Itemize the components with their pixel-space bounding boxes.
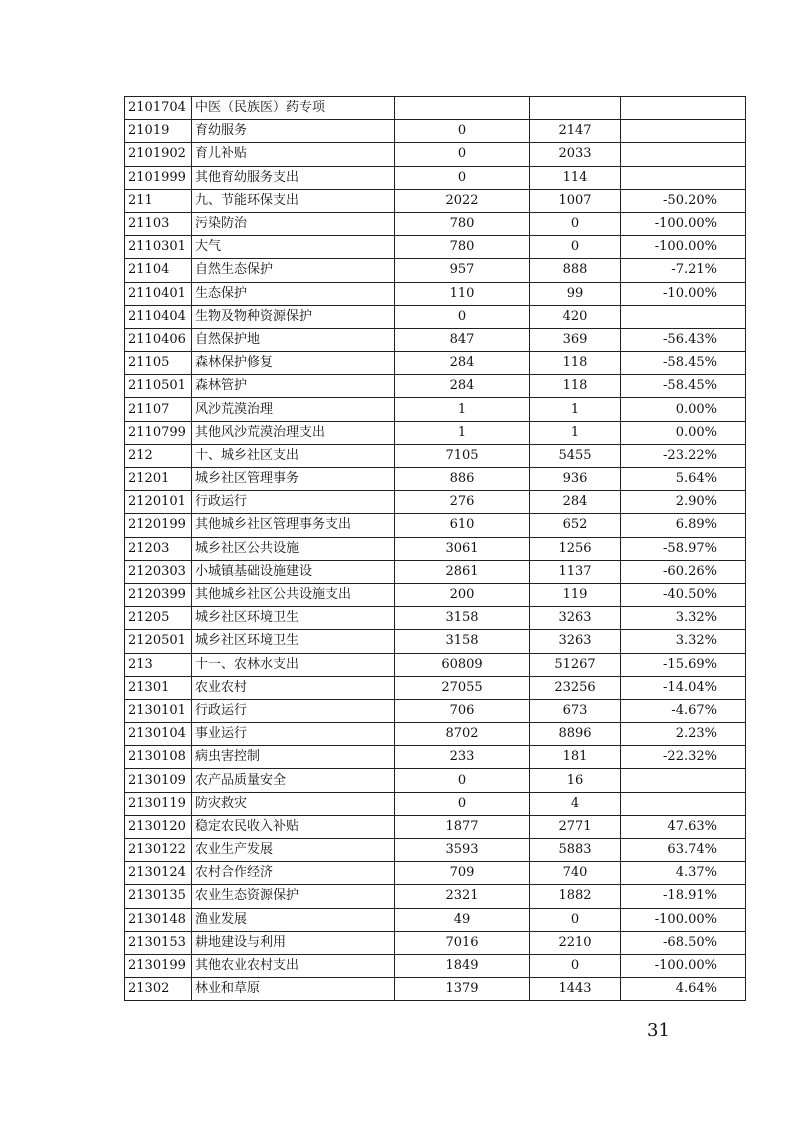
row-value-prev: 7105 bbox=[395, 444, 530, 467]
table-row bbox=[125, 166, 746, 189]
table-row bbox=[125, 699, 746, 722]
row-change-pct: 0.00% bbox=[621, 398, 746, 421]
row-name: 育幼服务 bbox=[192, 120, 395, 143]
row-value-curr: 51267 bbox=[530, 653, 621, 676]
table-row bbox=[125, 607, 746, 630]
row-code: 2110401 bbox=[125, 282, 192, 305]
row-code: 21302 bbox=[125, 978, 192, 1001]
row-code: 2130148 bbox=[125, 908, 192, 931]
table-row bbox=[125, 259, 746, 282]
row-code: 21205 bbox=[125, 607, 192, 630]
row-value-prev: 886 bbox=[395, 468, 530, 491]
row-code: 21301 bbox=[125, 676, 192, 699]
row-change-pct: -100.00% bbox=[621, 212, 746, 235]
row-name: 病虫害控制 bbox=[192, 746, 395, 769]
row-name: 其他城乡社区公共设施支出 bbox=[192, 583, 395, 606]
table-row bbox=[125, 375, 746, 398]
row-change-pct: -58.45% bbox=[621, 375, 746, 398]
row-name: 十一、农林水支出 bbox=[192, 653, 395, 676]
row-value-prev: 0 bbox=[395, 769, 530, 792]
row-name: 生物及物种资源保护 bbox=[192, 305, 395, 328]
table-row bbox=[125, 908, 746, 931]
row-code: 2120501 bbox=[125, 630, 192, 653]
row-change-pct: -100.00% bbox=[621, 954, 746, 977]
row-name: 农业农村 bbox=[192, 676, 395, 699]
row-value-curr: 2033 bbox=[530, 143, 621, 166]
row-name: 森林管护 bbox=[192, 375, 395, 398]
row-value-curr: 284 bbox=[530, 491, 621, 514]
row-value-prev: 49 bbox=[395, 908, 530, 931]
row-change-pct: 4.64% bbox=[621, 978, 746, 1001]
table-row bbox=[125, 398, 746, 421]
row-name: 森林保护修复 bbox=[192, 352, 395, 375]
table-row bbox=[125, 189, 746, 212]
row-change-pct bbox=[621, 305, 746, 328]
row-value-prev: 1877 bbox=[395, 815, 530, 838]
row-value-curr: 1256 bbox=[530, 537, 621, 560]
row-code: 2120199 bbox=[125, 514, 192, 537]
row-name: 生态保护 bbox=[192, 282, 395, 305]
table-row bbox=[125, 305, 746, 328]
row-value-curr: 181 bbox=[530, 746, 621, 769]
table-row bbox=[125, 746, 746, 769]
row-value-prev: 3158 bbox=[395, 630, 530, 653]
row-code: 2130153 bbox=[125, 931, 192, 954]
row-change-pct bbox=[621, 143, 746, 166]
table-row bbox=[125, 769, 746, 792]
table-row bbox=[125, 583, 746, 606]
row-value-curr: 0 bbox=[530, 212, 621, 235]
row-name: 农业生产发展 bbox=[192, 839, 395, 862]
row-change-pct bbox=[621, 769, 746, 792]
row-code: 2120303 bbox=[125, 560, 192, 583]
table-row bbox=[125, 630, 746, 653]
row-value-curr: 369 bbox=[530, 328, 621, 351]
table-row bbox=[125, 653, 746, 676]
row-name: 大气 bbox=[192, 236, 395, 259]
row-value-curr: 652 bbox=[530, 514, 621, 537]
row-value-curr: 99 bbox=[530, 282, 621, 305]
row-name: 其他育幼服务支出 bbox=[192, 166, 395, 189]
row-change-pct: -58.45% bbox=[621, 352, 746, 375]
row-code: 2130199 bbox=[125, 954, 192, 977]
row-value-curr: 16 bbox=[530, 769, 621, 792]
table-row bbox=[125, 514, 746, 537]
row-code: 21203 bbox=[125, 537, 192, 560]
row-code: 211 bbox=[125, 189, 192, 212]
row-change-pct: -58.97% bbox=[621, 537, 746, 560]
row-change-pct: -7.21% bbox=[621, 259, 746, 282]
table-row bbox=[125, 931, 746, 954]
row-value-prev: 957 bbox=[395, 259, 530, 282]
table-row bbox=[125, 491, 746, 514]
row-value-curr: 8896 bbox=[530, 723, 621, 746]
table-row bbox=[125, 352, 746, 375]
row-change-pct: -4.67% bbox=[621, 699, 746, 722]
row-change-pct: -40.50% bbox=[621, 583, 746, 606]
row-code: 2130122 bbox=[125, 839, 192, 862]
table-row bbox=[125, 468, 746, 491]
table-row bbox=[125, 97, 746, 120]
row-name: 城乡社区环境卫生 bbox=[192, 607, 395, 630]
row-code: 2110404 bbox=[125, 305, 192, 328]
row-name: 林业和草原 bbox=[192, 978, 395, 1001]
row-change-pct: 3.32% bbox=[621, 630, 746, 653]
row-code: 212 bbox=[125, 444, 192, 467]
row-name: 自然生态保护 bbox=[192, 259, 395, 282]
row-change-pct: -14.04% bbox=[621, 676, 746, 699]
table-row bbox=[125, 723, 746, 746]
row-value-curr: 5883 bbox=[530, 839, 621, 862]
row-name: 行政运行 bbox=[192, 699, 395, 722]
row-value-curr: 1137 bbox=[530, 560, 621, 583]
row-value-curr: 118 bbox=[530, 352, 621, 375]
row-change-pct: 2.90% bbox=[621, 491, 746, 514]
row-name: 农业生态资源保护 bbox=[192, 885, 395, 908]
table-row bbox=[125, 815, 746, 838]
table-row bbox=[125, 143, 746, 166]
row-name: 农产品质量安全 bbox=[192, 769, 395, 792]
row-value-curr: 2210 bbox=[530, 931, 621, 954]
row-code: 2130124 bbox=[125, 862, 192, 885]
row-code: 2110501 bbox=[125, 375, 192, 398]
row-code: 2110406 bbox=[125, 328, 192, 351]
row-name: 风沙荒漠治理 bbox=[192, 398, 395, 421]
table-row bbox=[125, 212, 746, 235]
row-name: 事业运行 bbox=[192, 723, 395, 746]
row-change-pct: 2.23% bbox=[621, 723, 746, 746]
table-row bbox=[125, 676, 746, 699]
table-row bbox=[125, 862, 746, 885]
row-change-pct: -15.69% bbox=[621, 653, 746, 676]
row-value-prev: 610 bbox=[395, 514, 530, 537]
row-value-prev: 233 bbox=[395, 746, 530, 769]
row-value-prev: 2022 bbox=[395, 189, 530, 212]
row-value-curr: 3263 bbox=[530, 630, 621, 653]
row-change-pct: -23.22% bbox=[621, 444, 746, 467]
table-body bbox=[125, 97, 746, 1001]
row-value-curr: 0 bbox=[530, 908, 621, 931]
row-code: 2110799 bbox=[125, 421, 192, 444]
row-change-pct: 3.32% bbox=[621, 607, 746, 630]
row-change-pct bbox=[621, 120, 746, 143]
row-change-pct: -22.32% bbox=[621, 746, 746, 769]
row-value-prev: 1849 bbox=[395, 954, 530, 977]
row-name: 行政运行 bbox=[192, 491, 395, 514]
row-change-pct: -100.00% bbox=[621, 908, 746, 931]
row-value-curr: 0 bbox=[530, 954, 621, 977]
row-value-curr: 3263 bbox=[530, 607, 621, 630]
row-code: 21201 bbox=[125, 468, 192, 491]
table-row bbox=[125, 328, 746, 351]
row-name: 中医（民族医）药专项 bbox=[192, 97, 395, 120]
row-value-prev: 3593 bbox=[395, 839, 530, 862]
row-value-prev: 1379 bbox=[395, 978, 530, 1001]
table-row bbox=[125, 120, 746, 143]
row-value-prev: 847 bbox=[395, 328, 530, 351]
row-change-pct: 4.37% bbox=[621, 862, 746, 885]
row-value-prev: 284 bbox=[395, 352, 530, 375]
row-code: 2130108 bbox=[125, 746, 192, 769]
row-name: 城乡社区管理事务 bbox=[192, 468, 395, 491]
row-name: 十、城乡社区支出 bbox=[192, 444, 395, 467]
row-value-prev: 1 bbox=[395, 421, 530, 444]
row-name: 育儿补贴 bbox=[192, 143, 395, 166]
row-value-curr: 118 bbox=[530, 375, 621, 398]
row-code: 2101704 bbox=[125, 97, 192, 120]
row-value-prev: 3061 bbox=[395, 537, 530, 560]
row-value-curr: 114 bbox=[530, 166, 621, 189]
row-value-prev: 0 bbox=[395, 166, 530, 189]
table-row bbox=[125, 537, 746, 560]
row-change-pct: 63.74% bbox=[621, 839, 746, 862]
row-value-curr: 4 bbox=[530, 792, 621, 815]
row-value-curr: 23256 bbox=[530, 676, 621, 699]
row-change-pct: 6.89% bbox=[621, 514, 746, 537]
row-value-prev: 27055 bbox=[395, 676, 530, 699]
row-change-pct: 47.63% bbox=[621, 815, 746, 838]
row-value-curr: 936 bbox=[530, 468, 621, 491]
row-code: 2120101 bbox=[125, 491, 192, 514]
row-value-curr: 740 bbox=[530, 862, 621, 885]
row-value-prev: 709 bbox=[395, 862, 530, 885]
row-value-curr: 888 bbox=[530, 259, 621, 282]
row-value-prev: 2321 bbox=[395, 885, 530, 908]
row-change-pct: -10.00% bbox=[621, 282, 746, 305]
table-row bbox=[125, 978, 746, 1001]
row-value-prev bbox=[395, 97, 530, 120]
table-row bbox=[125, 421, 746, 444]
row-value-prev: 276 bbox=[395, 491, 530, 514]
row-code: 2110301 bbox=[125, 236, 192, 259]
row-value-curr: 1007 bbox=[530, 189, 621, 212]
row-name: 城乡社区公共设施 bbox=[192, 537, 395, 560]
row-value-curr bbox=[530, 97, 621, 120]
row-code: 2130135 bbox=[125, 885, 192, 908]
row-change-pct: -50.20% bbox=[621, 189, 746, 212]
row-code: 2120399 bbox=[125, 583, 192, 606]
table-row bbox=[125, 792, 746, 815]
row-value-prev: 0 bbox=[395, 792, 530, 815]
row-name: 城乡社区环境卫生 bbox=[192, 630, 395, 653]
table-row bbox=[125, 954, 746, 977]
row-name: 耕地建设与利用 bbox=[192, 931, 395, 954]
row-value-curr: 2771 bbox=[530, 815, 621, 838]
row-value-curr: 0 bbox=[530, 236, 621, 259]
row-value-prev: 0 bbox=[395, 143, 530, 166]
row-change-pct bbox=[621, 792, 746, 815]
table-row bbox=[125, 885, 746, 908]
row-change-pct: -68.50% bbox=[621, 931, 746, 954]
row-value-curr: 119 bbox=[530, 583, 621, 606]
row-name: 污染防治 bbox=[192, 212, 395, 235]
row-value-curr: 673 bbox=[530, 699, 621, 722]
table-row bbox=[125, 282, 746, 305]
row-name: 九、节能环保支出 bbox=[192, 189, 395, 212]
row-value-prev: 780 bbox=[395, 236, 530, 259]
row-change-pct bbox=[621, 97, 746, 120]
row-value-prev: 284 bbox=[395, 375, 530, 398]
row-code: 213 bbox=[125, 653, 192, 676]
row-code: 2130109 bbox=[125, 769, 192, 792]
table-row bbox=[125, 560, 746, 583]
row-name: 渔业发展 bbox=[192, 908, 395, 931]
row-value-prev: 110 bbox=[395, 282, 530, 305]
row-code: 2130101 bbox=[125, 699, 192, 722]
row-code: 21107 bbox=[125, 398, 192, 421]
row-value-prev: 780 bbox=[395, 212, 530, 235]
row-value-prev: 0 bbox=[395, 120, 530, 143]
row-name: 其他城乡社区管理事务支出 bbox=[192, 514, 395, 537]
row-code: 2130119 bbox=[125, 792, 192, 815]
row-change-pct: -60.26% bbox=[621, 560, 746, 583]
row-name: 其他农业农村支出 bbox=[192, 954, 395, 977]
row-value-prev: 7016 bbox=[395, 931, 530, 954]
row-value-curr: 420 bbox=[530, 305, 621, 328]
table-row bbox=[125, 236, 746, 259]
row-code: 2130104 bbox=[125, 723, 192, 746]
row-value-curr: 1443 bbox=[530, 978, 621, 1001]
row-value-curr: 5455 bbox=[530, 444, 621, 467]
row-value-curr: 2147 bbox=[530, 120, 621, 143]
row-value-prev: 8702 bbox=[395, 723, 530, 746]
table-row bbox=[125, 444, 746, 467]
row-code: 2130120 bbox=[125, 815, 192, 838]
row-code: 21104 bbox=[125, 259, 192, 282]
row-value-prev: 60809 bbox=[395, 653, 530, 676]
row-code: 21103 bbox=[125, 212, 192, 235]
row-value-prev: 706 bbox=[395, 699, 530, 722]
row-code: 21105 bbox=[125, 352, 192, 375]
row-value-prev: 200 bbox=[395, 583, 530, 606]
table-row bbox=[125, 839, 746, 862]
row-name: 自然保护地 bbox=[192, 328, 395, 351]
row-change-pct: -100.00% bbox=[621, 236, 746, 259]
row-name: 农村合作经济 bbox=[192, 862, 395, 885]
row-name: 稳定农民收入补贴 bbox=[192, 815, 395, 838]
row-value-curr: 1 bbox=[530, 421, 621, 444]
row-value-curr: 1882 bbox=[530, 885, 621, 908]
page-number: 31 bbox=[647, 1020, 670, 1041]
row-value-curr: 1 bbox=[530, 398, 621, 421]
row-code: 21019 bbox=[125, 120, 192, 143]
row-value-prev: 0 bbox=[395, 305, 530, 328]
row-change-pct bbox=[621, 166, 746, 189]
row-value-prev: 2861 bbox=[395, 560, 530, 583]
budget-table bbox=[124, 96, 746, 1001]
row-code: 2101902 bbox=[125, 143, 192, 166]
row-name: 其他风沙荒漠治理支出 bbox=[192, 421, 395, 444]
row-change-pct: -18.91% bbox=[621, 885, 746, 908]
row-value-prev: 1 bbox=[395, 398, 530, 421]
row-change-pct: 0.00% bbox=[621, 421, 746, 444]
row-change-pct: -56.43% bbox=[621, 328, 746, 351]
row-change-pct: 5.64% bbox=[621, 468, 746, 491]
row-name: 防灾救灾 bbox=[192, 792, 395, 815]
row-code: 2101999 bbox=[125, 166, 192, 189]
row-name: 小城镇基础设施建设 bbox=[192, 560, 395, 583]
row-value-prev: 3158 bbox=[395, 607, 530, 630]
